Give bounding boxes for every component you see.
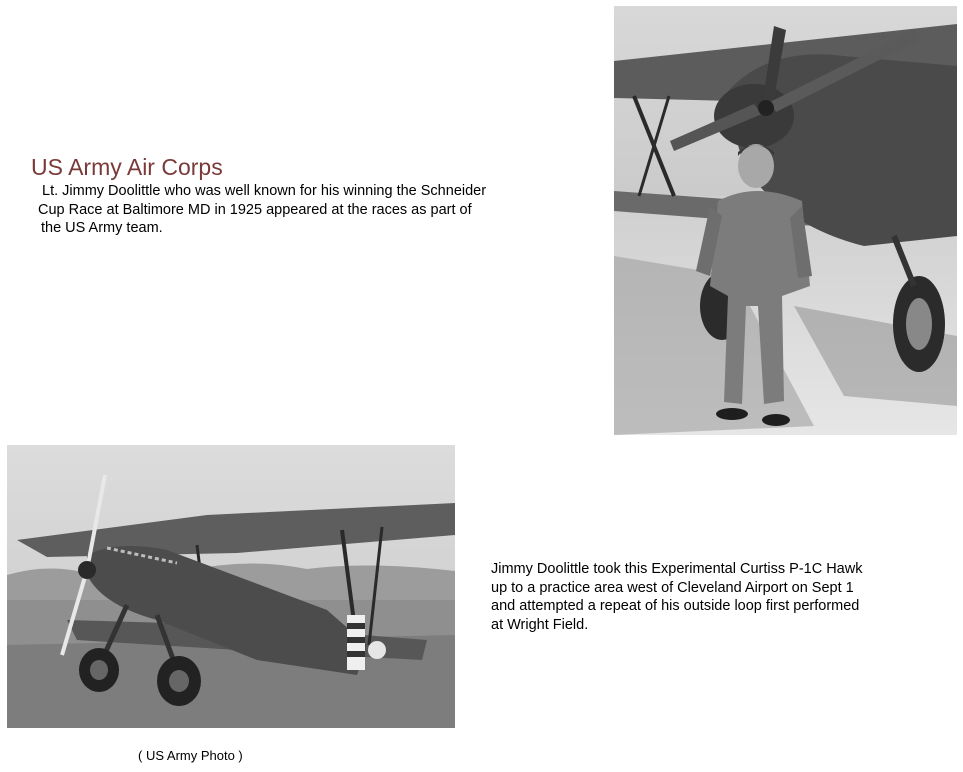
description-line: at Wright Field. xyxy=(491,616,589,633)
intro-paragraph xyxy=(38,182,486,238)
intro-line: the US Army team. xyxy=(41,220,163,236)
description-line: up to a practice area west of Cleveland Airport on Sept 1 xyxy=(491,579,854,596)
description-line: Jimmy Doolittle took this Experimental Curtiss P-1C Hawk xyxy=(491,561,863,577)
intro-line: Lt. Jimmy Doolittle who was well known for his winning the Schneider xyxy=(42,183,487,199)
section-heading: US Army Air Corps xyxy=(31,154,223,180)
intro-line: Cup Race at Baltimore MD in 1925 appeared at the races as part of xyxy=(38,201,472,218)
aircraft-description xyxy=(491,560,862,634)
photo-caption: ( US Army Photo ) xyxy=(138,748,243,763)
doolittle-portrait-photo xyxy=(614,6,957,435)
curtiss-hawk-photo xyxy=(7,445,455,728)
description-line: and attempted a repeat of his outside loop first performed xyxy=(491,598,860,614)
